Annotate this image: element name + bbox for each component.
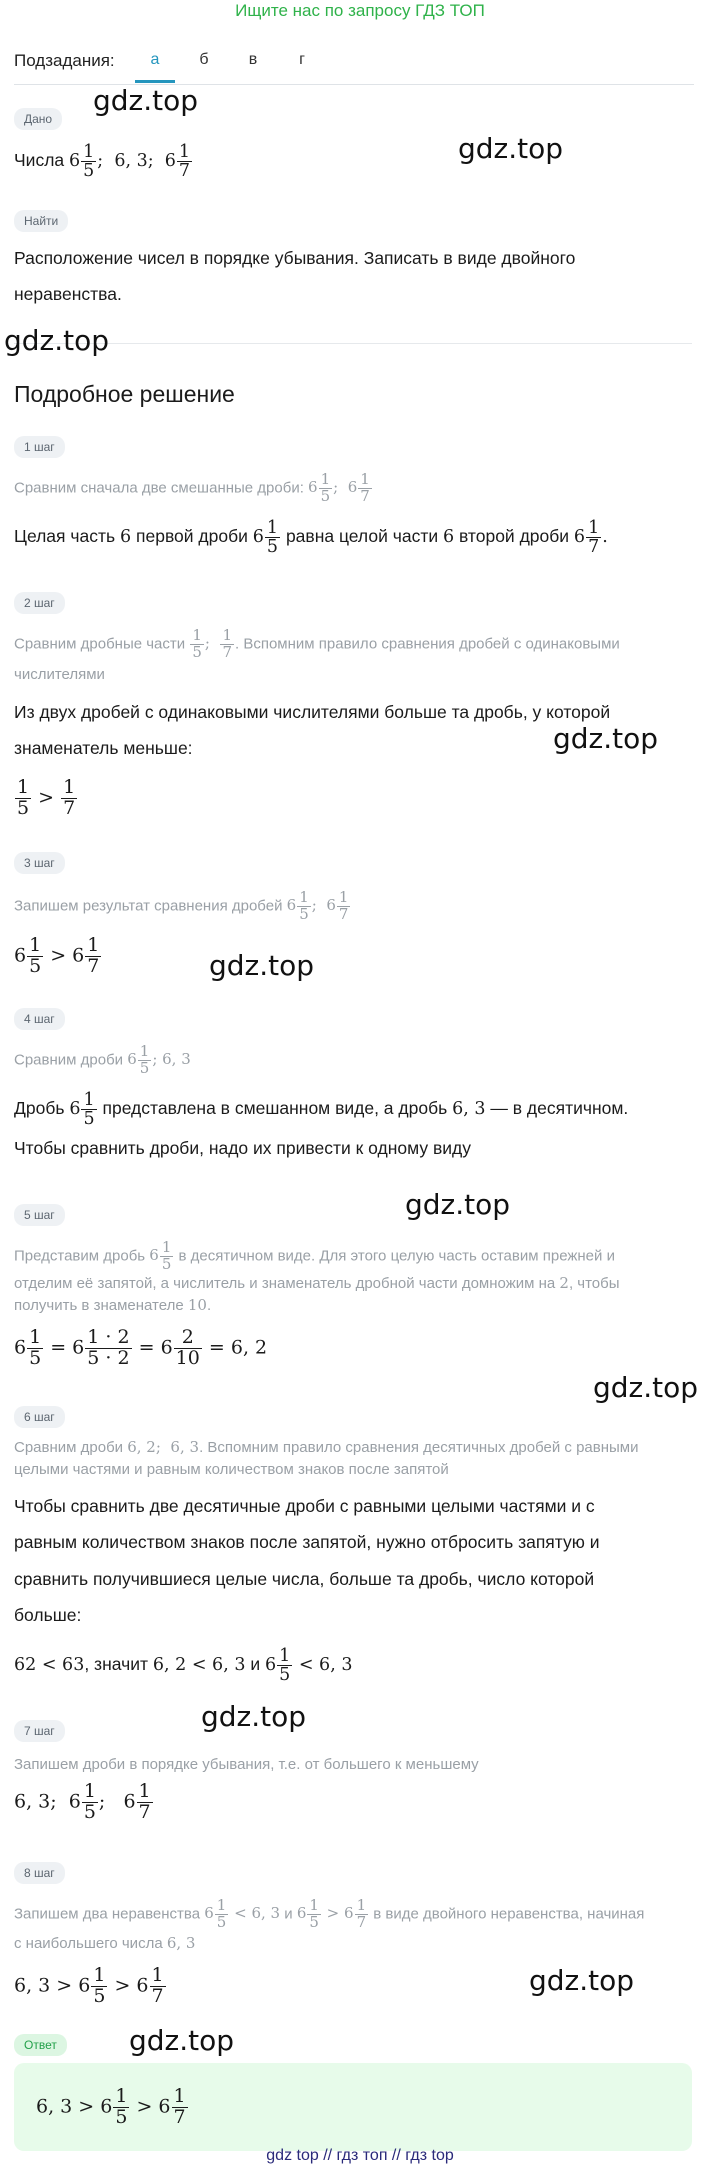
step-3-hint: Запишем результат сравнения дробей 6 $\frac{1}{5}$ ; 6 $\frac{1}{7}$ — [14, 888, 349, 923]
step-8-chip: 8 шаг — [14, 1862, 65, 1884]
step-6-chip: 6 шаг — [14, 1406, 65, 1428]
tab-g[interactable]: г — [299, 51, 305, 68]
tab-v[interactable]: в — [248, 51, 258, 68]
solution-title: Подробное решение — [14, 381, 235, 407]
step-6-text-2: равным количеством знаков после запятой, нужно отбросить запятую и — [14, 1532, 600, 1552]
tab-a[interactable]: а — [150, 51, 160, 68]
answer-formula: 6, 3 > 6 $\frac{1}{5}$ > 6 $\frac{1}{7}$ — [36, 2085, 186, 2128]
subtask-tabs — [14, 44, 694, 85]
watermark: gdz.top — [458, 132, 564, 165]
step-5-chip: 5 шаг — [14, 1204, 65, 1226]
given-text: Числа 6 $\frac{1}{5}$ ; 6, 3; 6 $\frac{1}{7}$ — [14, 141, 191, 181]
answer-box — [14, 2063, 692, 2151]
step-1-text: Целая часть 6 первой дроби 6 $\frac{1}{5}$ равна целой части 6 второй дроби 6 $\frac{1}{7}$ . — [14, 517, 608, 557]
footer-links[interactable]: gdz top // гдз топ // гдз top — [266, 2147, 454, 2164]
watermark: gdz.top — [4, 324, 110, 357]
step-8-formula: 6, 3 > 6 $\frac{1}{5}$ > 6 $\frac{1}{7}$ — [14, 1964, 164, 2007]
step-2-hint-2: числителями — [14, 666, 105, 683]
search-banner[interactable]: Ищите нас по запросу ГДЗ ТОП — [235, 1, 485, 20]
step-6-text-4: больше: — [14, 1605, 82, 1625]
active-tab-indicator — [135, 80, 175, 83]
watermark: gdz.top — [405, 1188, 511, 1221]
step-4-text-1: Дробь 6 $\frac{1}{5}$ представлена в смешанном виде, а дробь 6, 3 — в десятичном. — [14, 1089, 629, 1129]
step-2-text-1: Из двух дробей с одинаковыми числителями больше та дробь, у которой — [14, 702, 611, 722]
answer-chip: Ответ — [14, 2034, 67, 2056]
step-5-formula: 6 $\frac{1}{5}$ = 6 $\frac{1 \cdot 2}{5 \cdot 2}$ = 6 $\frac{2}{10}$ = 6, 2 — [14, 1326, 268, 1369]
watermark: gdz.top — [593, 1371, 699, 1404]
tab-b[interactable]: б — [199, 51, 209, 68]
divider — [14, 343, 692, 344]
step-4-hint: Сравним дроби 6 $\frac{1}{5}$ ; 6, 3 — [14, 1042, 191, 1077]
step-2-text-2: знаменатель меньше: — [14, 738, 193, 758]
step-2-formula: $\frac{1}{5}$ > $\frac{1}{7}$ — [17, 776, 76, 819]
step-1-chip: 1 шаг — [14, 436, 65, 458]
watermark: gdz.top — [93, 84, 199, 117]
step-3-formula: 6 $\frac{1}{5}$ > 6 $\frac{1}{7}$ — [14, 934, 100, 977]
step-6-text-3: сравнить получившиеся целые числа, больше та дробь, число которой — [14, 1569, 595, 1589]
subtasks-label: Подзадания: — [14, 51, 115, 70]
step-7-hint: Запишем дроби в порядке убывания, т.е. от большего к меньшему — [14, 1756, 479, 1773]
find-line-2: неравенства. — [14, 284, 122, 304]
step-5-hint-3: получить в знаменателе 10. — [14, 1296, 212, 1314]
watermark: gdz.top — [129, 2024, 235, 2057]
step-2-hint: Сравним дробные части $\frac{1}{5}$ ; $\frac{1}{7}$ . Вспомним правило сравнения дробей с одинаковыми — [14, 626, 620, 661]
step-6-result: 62 < 63, значит 6, 2 < 6, 3 и 6 $\frac{1}{5}$ < 6, 3 — [14, 1645, 353, 1685]
find-line-1: Расположение чисел в порядке убывания. Записать в виде двойного — [14, 248, 576, 268]
watermark: gdz.top — [201, 1700, 307, 1733]
step-4-text-2: Чтобы сравнить дроби, надо их привести к одному виду — [14, 1138, 471, 1158]
given-chip: Дано — [14, 108, 62, 130]
step-3-chip: 3 шаг — [14, 852, 65, 874]
step-6-hint-2: целыми частями и равным количеством знаков после запятой — [14, 1461, 449, 1478]
step-1-hint: Сравним сначала две смешанные дроби: 6 $\frac{1}{5}$ ; 6 $\frac{1}{7}$ — [14, 470, 370, 505]
step-8-hint-1: Запишем два неравенства 6 $\frac{1}{5}$ < 6, 3 и 6 $\frac{1}{5}$ > 6 $\frac{1}{7}$ в виде двойного неравенства, начиная — [14, 1896, 645, 1931]
step-7-formula: 6, 3; 6 $\frac{1}{5}$ ; 6 $\frac{1}{7}$ — [14, 1780, 151, 1823]
find-chip: Найти — [14, 210, 68, 232]
step-4-chip: 4 шаг — [14, 1008, 65, 1030]
watermark: gdz.top — [209, 949, 315, 982]
watermark: gdz.top — [529, 1964, 635, 1997]
step-6-hint-1: Сравним дроби 6, 2; 6, 3. Вспомним правило сравнения десятичных дробей с равными — [14, 1438, 639, 1456]
step-8-hint-2: с наибольшего числа 6, 3 — [14, 1934, 196, 1952]
step-7-chip: 7 шаг — [14, 1720, 65, 1742]
step-2-chip: 2 шаг — [14, 592, 65, 614]
step-6-text-1: Чтобы сравнить две десятичные дроби с равными целыми частями и с — [14, 1496, 595, 1516]
watermark: gdz.top — [553, 722, 659, 755]
step-5-hint-1: Представим дробь 6 $\frac{1}{5}$ в десятичном виде. Для этого целую часть оставим прежней и — [14, 1238, 615, 1273]
step-5-hint-2: отделим её запятой, а числитель и знаменатель дробной части домножим на 2, чтобы — [14, 1274, 620, 1292]
